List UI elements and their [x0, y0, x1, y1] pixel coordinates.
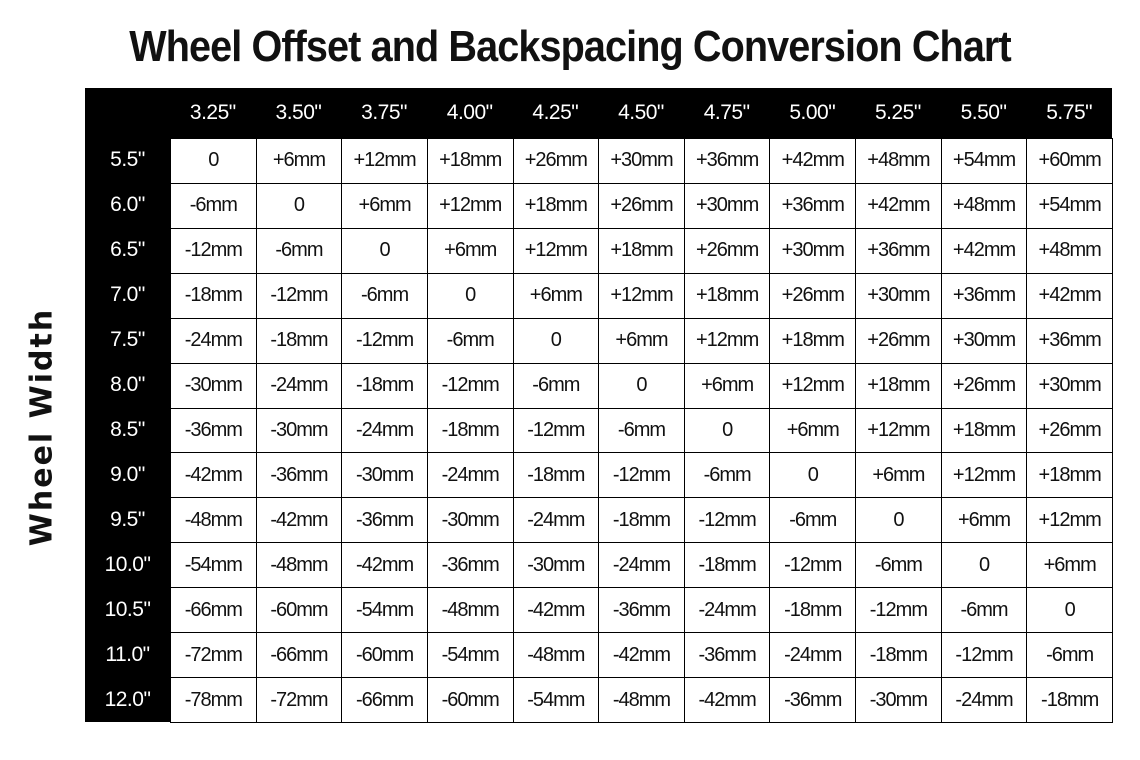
table-cell: -6mm [427, 318, 514, 364]
table-cell: +6mm [1026, 542, 1113, 588]
table-cell: +12mm [769, 363, 856, 409]
table-cell: +18mm [941, 408, 1028, 454]
table-cell: +18mm [855, 363, 942, 409]
table-cell: -36mm [427, 542, 514, 588]
table-cell: 0 [855, 497, 942, 543]
table-cell: -36mm [170, 408, 257, 454]
y-axis-label: Wheel Width [24, 307, 60, 547]
table-cell: 0 [170, 138, 257, 184]
table-cell: -6mm [598, 408, 685, 454]
table-cell: 0 [941, 542, 1028, 588]
row-header: 11.0" [105, 642, 150, 666]
table-cell: +6mm [598, 318, 685, 364]
table-cell: +26mm [855, 318, 942, 364]
table-cell: -54mm [513, 677, 600, 723]
table-cell: +42mm [1026, 273, 1113, 319]
table-cell: -42mm [598, 632, 685, 678]
column-header: 3.25" [189, 101, 236, 124]
table-cell: -12mm [769, 542, 856, 588]
table-cell: -30mm [513, 542, 600, 588]
column-header: 4.00" [446, 101, 493, 124]
table-cell: -18mm [256, 318, 343, 364]
table-cell: -60mm [427, 677, 514, 723]
table-cell: +6mm [684, 363, 771, 409]
row-header: 7.0" [110, 283, 145, 307]
table-cell: -12mm [256, 273, 343, 319]
table-cell: -24mm [941, 677, 1028, 723]
table-cell: -42mm [513, 587, 600, 633]
table-cell: +6mm [256, 138, 343, 184]
table-cell: +36mm [1026, 318, 1113, 364]
table-cell: +18mm [513, 183, 600, 229]
table-cell: +18mm [598, 228, 685, 274]
table-cell: -60mm [341, 632, 428, 678]
table-cell: +6mm [769, 408, 856, 454]
table-cell: +26mm [769, 273, 856, 319]
table-cell: +26mm [941, 363, 1028, 409]
table-cell: -6mm [1026, 632, 1113, 678]
table-cell: +12mm [513, 228, 600, 274]
table-cell: -12mm [427, 363, 514, 409]
table-cell: -6mm [855, 542, 942, 588]
table-cell: 0 [427, 273, 514, 319]
table-cell: +12mm [341, 138, 428, 184]
table-cell: -12mm [941, 632, 1028, 678]
table-cell: +54mm [941, 138, 1028, 184]
table-cell: -6mm [941, 587, 1028, 633]
table-cell: -6mm [769, 497, 856, 543]
table-cell: +36mm [684, 138, 771, 184]
table-cell: +6mm [941, 497, 1028, 543]
table-cell: -18mm [598, 497, 685, 543]
table-cell: -12mm [513, 408, 600, 454]
table-cell: -36mm [256, 452, 343, 498]
chart-title: Wheel Offset and Backspacing Conversion Chart [129, 22, 1011, 71]
table-cell: -66mm [256, 632, 343, 678]
table-cell: -36mm [769, 677, 856, 723]
table-cell: +42mm [941, 228, 1028, 274]
table-cell: -6mm [170, 183, 257, 229]
table-cell: +60mm [1026, 138, 1113, 184]
table-cell: -6mm [256, 228, 343, 274]
table-cell: +30mm [855, 273, 942, 319]
conversion-table [85, 88, 1112, 722]
column-header: 5.75" [1046, 101, 1093, 124]
table-cell: -24mm [513, 497, 600, 543]
table-cell: +6mm [855, 452, 942, 498]
row-header: 6.0" [110, 193, 145, 217]
row-header: 9.0" [110, 462, 145, 486]
table-cell: -12mm [684, 497, 771, 543]
table-cell: -66mm [170, 587, 257, 633]
table-cell: -12mm [170, 228, 257, 274]
table-cell: -54mm [170, 542, 257, 588]
column-header: 4.75" [703, 101, 750, 124]
column-header: 4.25" [532, 101, 579, 124]
table-cell: -18mm [1026, 677, 1113, 723]
table-cell: +12mm [855, 408, 942, 454]
table-cell: +12mm [684, 318, 771, 364]
table-cell: -18mm [769, 587, 856, 633]
table-cell: -18mm [341, 363, 428, 409]
table-cell: -72mm [256, 677, 343, 723]
table-cell: -42mm [341, 542, 428, 588]
table-cell: +12mm [598, 273, 685, 319]
row-header: 12.0" [104, 687, 151, 711]
column-header: 5.00" [789, 101, 836, 124]
table-cell: -24mm [769, 632, 856, 678]
table-cell: -48mm [170, 497, 257, 543]
table-cell: -30mm [341, 452, 428, 498]
table-cell: 0 [598, 363, 685, 409]
table-cell: -24mm [256, 363, 343, 409]
table-cell: +30mm [684, 183, 771, 229]
table-cell: -60mm [256, 587, 343, 633]
table-cell: +26mm [684, 228, 771, 274]
table-cell: -36mm [598, 587, 685, 633]
table-cell: -54mm [427, 632, 514, 678]
table-cell: -48mm [513, 632, 600, 678]
table-cell: +18mm [769, 318, 856, 364]
table-cell: +48mm [1026, 228, 1113, 274]
table-cell: +48mm [855, 138, 942, 184]
table-cell: 0 [341, 228, 428, 274]
row-header: 10.5" [104, 597, 151, 621]
row-header: 9.5" [110, 507, 145, 531]
table-cell: -66mm [341, 677, 428, 723]
table-cell: -12mm [598, 452, 685, 498]
table-cell: +18mm [427, 138, 514, 184]
table-cell: +36mm [855, 228, 942, 274]
table-cell: +30mm [1026, 363, 1113, 409]
column-header: 3.50" [275, 101, 322, 124]
table-cell: -18mm [684, 542, 771, 588]
column-header: 4.50" [618, 101, 664, 124]
table-cell: +26mm [598, 183, 685, 229]
column-header: 3.75" [361, 101, 407, 124]
table-cell: -48mm [427, 587, 514, 633]
table-cell: -6mm [513, 363, 600, 409]
table-cell: -48mm [598, 677, 685, 723]
table-cell: +12mm [941, 452, 1028, 498]
table-cell: +6mm [341, 183, 428, 229]
table-cell: -24mm [684, 587, 771, 633]
table-cell: +30mm [598, 138, 685, 184]
table-cell: -18mm [855, 632, 942, 678]
table-cell: -42mm [684, 677, 771, 723]
table-cell: -6mm [684, 452, 771, 498]
table-cell: +26mm [1026, 408, 1113, 454]
table-cell: -6mm [341, 273, 428, 319]
table-cell: +26mm [513, 138, 600, 184]
table-cell: -18mm [513, 452, 600, 498]
table-cell: -30mm [256, 408, 343, 454]
table-cell: 0 [256, 183, 343, 229]
table-cell: -36mm [684, 632, 771, 678]
table-cell: -24mm [170, 318, 257, 364]
table-cell: +36mm [769, 183, 856, 229]
table-cell: +12mm [427, 183, 514, 229]
row-header: 6.5" [110, 238, 145, 262]
column-header: 5.50" [960, 101, 1007, 124]
table-cell: +48mm [941, 183, 1028, 229]
table-cell: -24mm [341, 408, 428, 454]
table-cell: -12mm [855, 587, 942, 633]
table-cell: -42mm [170, 452, 257, 498]
column-header: 5.25" [874, 101, 921, 124]
table-cell: -78mm [170, 677, 257, 723]
table-cell: 0 [513, 318, 600, 364]
table-cell: +54mm [1026, 183, 1113, 229]
table-cell: +6mm [513, 273, 600, 319]
row-header: 8.0" [110, 373, 145, 397]
table-cell: +18mm [684, 273, 771, 319]
table-cell: +30mm [769, 228, 856, 274]
table-cell: -48mm [256, 542, 343, 588]
table-cell: -30mm [427, 497, 514, 543]
table-cell: 0 [684, 408, 771, 454]
table-cell: 0 [1026, 587, 1113, 633]
table-cell: -42mm [256, 497, 343, 543]
table-cell: -30mm [170, 363, 257, 409]
table-cell: -36mm [341, 497, 428, 543]
table-cell: -72mm [170, 632, 257, 678]
table-cell: +42mm [855, 183, 942, 229]
row-header: 8.5" [110, 417, 145, 441]
table-cell: +18mm [1026, 452, 1113, 498]
table-cell: -24mm [598, 542, 685, 588]
table-cell: -30mm [855, 677, 942, 723]
row-header: 5.5" [110, 148, 145, 172]
table-cell: +30mm [941, 318, 1028, 364]
table-cell: +6mm [427, 228, 514, 274]
table-cell: -18mm [427, 408, 514, 454]
table-cell: +12mm [1026, 497, 1113, 543]
table-cell: -24mm [427, 452, 514, 498]
table-cell: +36mm [941, 273, 1028, 319]
table-cell: -12mm [341, 318, 428, 364]
table-cell: +42mm [769, 138, 856, 184]
row-header: 10.0" [104, 552, 151, 576]
table-cell: -18mm [170, 273, 257, 319]
table-cell: -54mm [341, 587, 428, 633]
table-cell: 0 [769, 452, 856, 498]
row-header: 7.5" [110, 328, 145, 352]
